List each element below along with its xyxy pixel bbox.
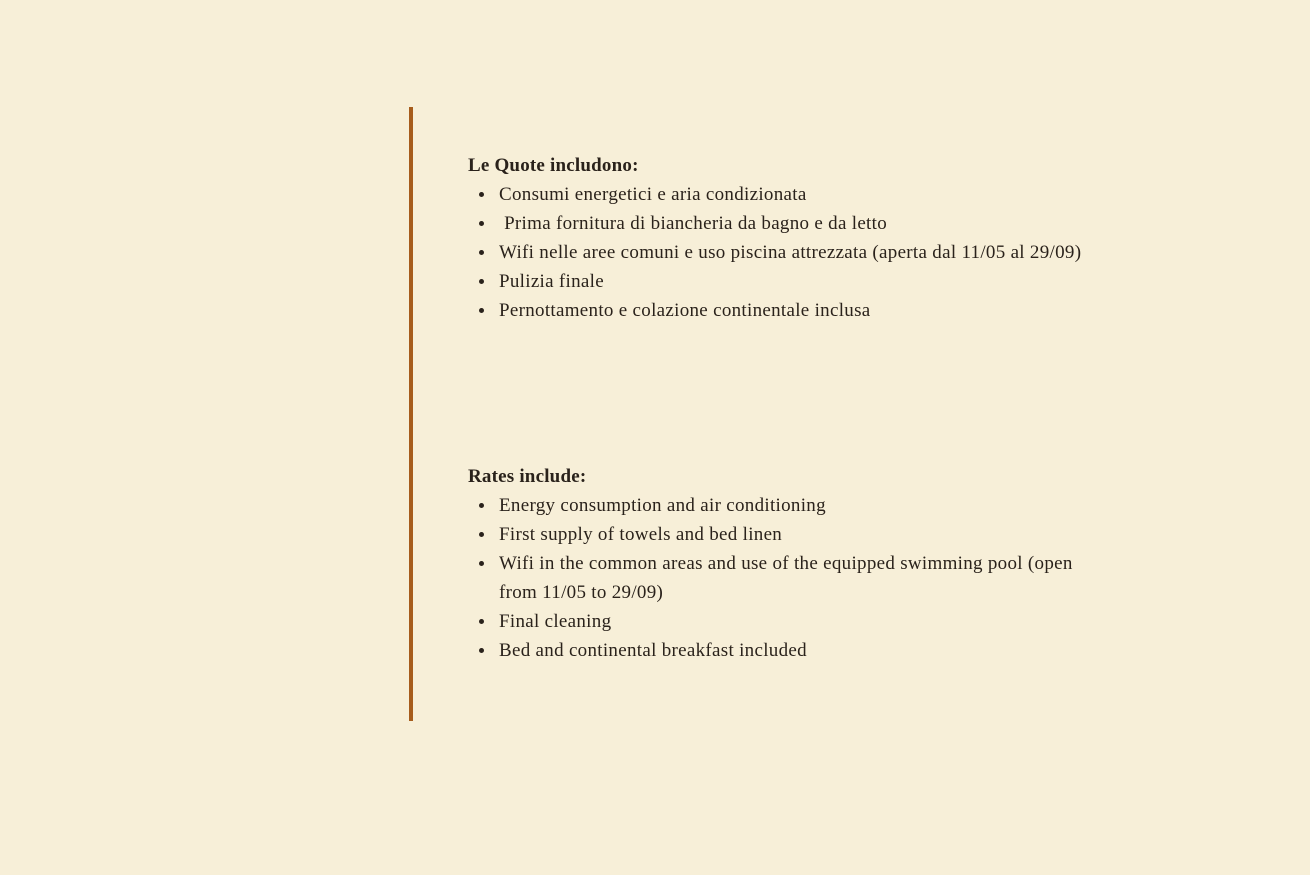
italian-inclusions-list xyxy=(468,180,1088,325)
list-item xyxy=(468,209,1088,238)
bullet-icon xyxy=(479,192,484,197)
list-item xyxy=(468,238,1088,267)
list-item xyxy=(468,180,1088,209)
list-item xyxy=(468,607,1088,636)
bullet-icon xyxy=(479,648,484,653)
italian-inclusions-section xyxy=(468,151,1088,325)
list-item-text: Wifi nelle aree comuni e uso piscina attrezzata (aperta dal 11/05 al 29/09) xyxy=(499,242,1082,263)
bullet-icon xyxy=(479,532,484,537)
bullet-icon xyxy=(479,619,484,624)
list-item-text: Prima fornitura di biancheria da bagno e da letto xyxy=(499,213,888,234)
list-item-text: Pulizia finale xyxy=(499,271,604,292)
bullet-icon xyxy=(479,279,484,284)
italian-heading: Le Quote includono: xyxy=(468,155,639,176)
accent-divider-bar xyxy=(409,107,413,721)
list-item xyxy=(468,520,1088,549)
list-item-text: Wifi in the common areas and use of the equipped swimming pool (open from 11/05 to 29/09) xyxy=(499,553,1073,603)
bullet-icon xyxy=(479,250,484,255)
list-item-text: Pernottamento e colazione continentale inclusa xyxy=(499,300,871,321)
list-item-text: Consumi energetici e aria condizionata xyxy=(499,184,807,205)
list-item xyxy=(468,491,1088,520)
list-item-text: Bed and continental breakfast included xyxy=(499,640,807,661)
bullet-icon xyxy=(479,308,484,313)
list-item xyxy=(468,296,1088,325)
english-inclusions-section xyxy=(468,462,1088,665)
list-item xyxy=(468,636,1088,665)
bullet-icon xyxy=(479,221,484,226)
list-item xyxy=(468,267,1088,296)
bullet-icon xyxy=(479,503,484,508)
list-item-text: Final cleaning xyxy=(499,611,612,632)
bullet-icon xyxy=(479,561,484,566)
list-item-text: Energy consumption and air conditioning xyxy=(499,495,826,516)
english-inclusions-list xyxy=(468,491,1088,665)
list-item xyxy=(468,549,1088,607)
english-heading: Rates include: xyxy=(468,466,587,487)
list-item-text: First supply of towels and bed linen xyxy=(499,524,783,545)
